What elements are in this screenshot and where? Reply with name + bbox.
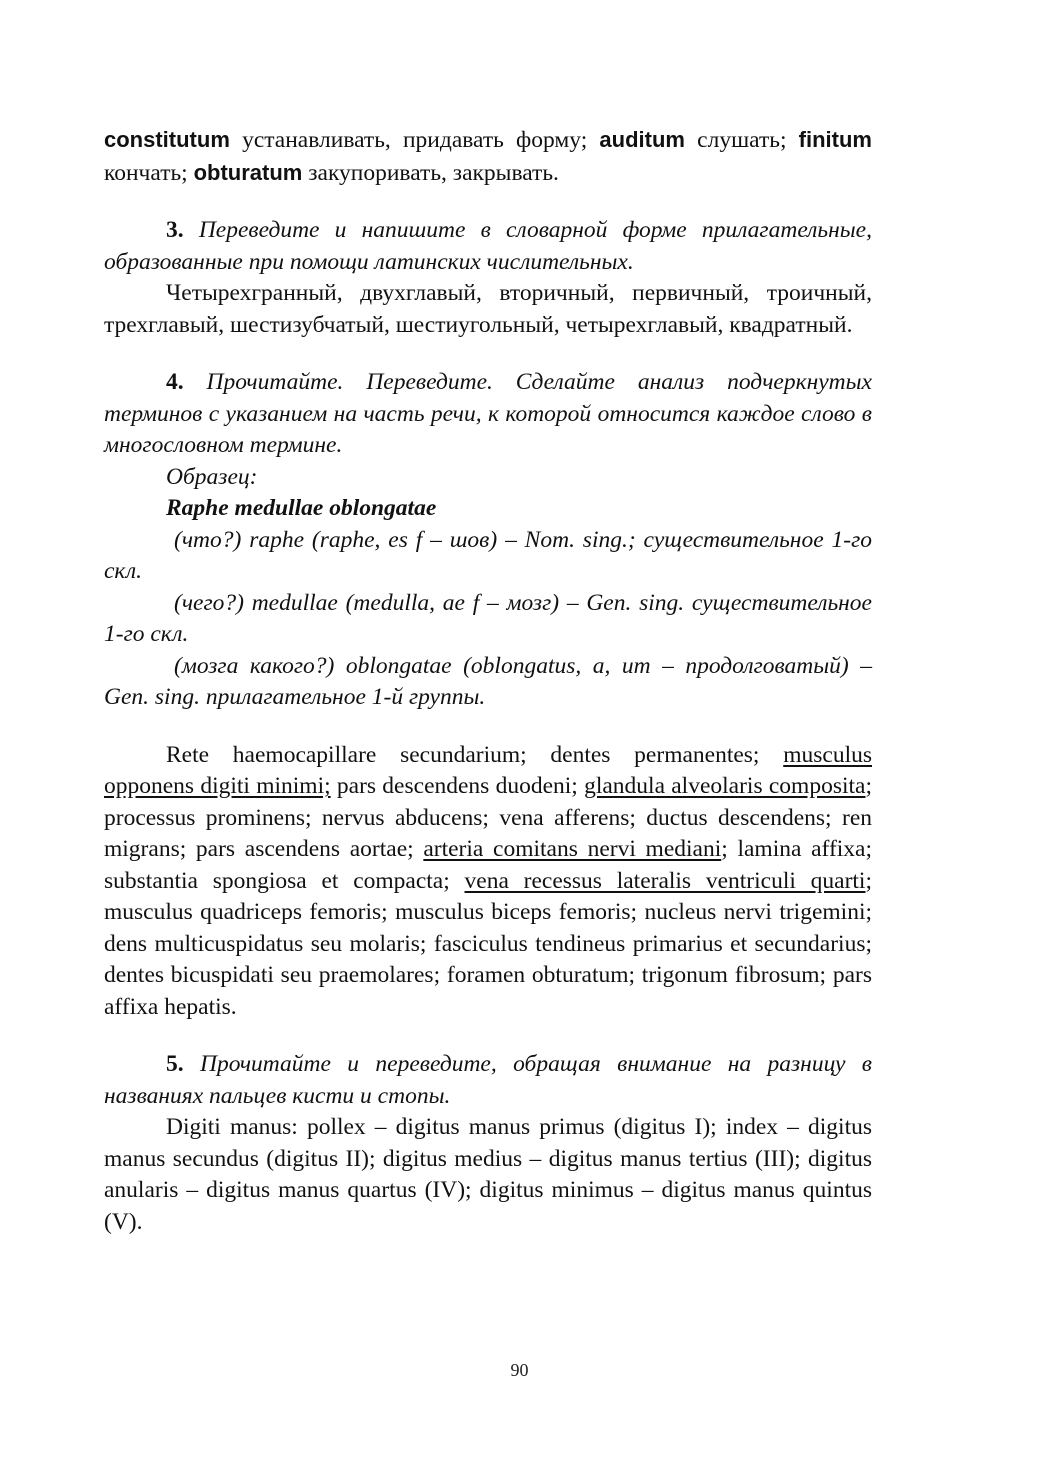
exercise-3-instruction: [104, 215, 872, 278]
term-finitum: finitum: [798, 127, 872, 152]
terms-paragraph: [104, 740, 872, 1024]
exercise-3-body: Четырехгранный, двухглавый, вторичный, первичный, троичный, трехглавый, шестизубчатый, шестиугольный, четырехглавый, квадратный.: [104, 280, 872, 338]
terms-segment: ; musculus quadriceps femoris; musculus biceps femoris; nucleus nervi trigemini; dens multicuspidatus seu molaris; fasciculus tendineus primarius et secundarius; dentes bicuspidati seu praemolares; foramen obturatum; trigonum fibrosum; pars affixa hepatis.: [104, 867, 872, 1020]
exercise-4-number: 4.: [166, 369, 184, 395]
terms-segment: ; processus prominens; nervus abducens; vena afferens; ductus descendens; ren migrans; pars ascendens aortae;: [104, 773, 872, 862]
exercise-3-number: 3.: [166, 217, 184, 243]
exercise-5-number: 5.: [166, 1051, 184, 1077]
page-number: 90: [510, 1360, 529, 1380]
exercise-5-body: Digiti manus: pollex – digitus manus primus (digitus I); index – digitus manus secundus (digitus II); digitus medius – digitus manus tertius (III); digitus anularis – digitus manus quartus (IV); digitus minimus – digitus manus quintus (V).: [104, 1114, 872, 1235]
term-obturatum: obturatum: [193, 159, 303, 185]
term-auditum: auditum: [599, 127, 685, 152]
sample-label: Образец:: [166, 463, 258, 490]
terms-segment: Rete haemocapillare secundarium; dentes permanentes;: [166, 741, 784, 768]
analysis-line-1: (что?) raphe (raphe, es f – шов) – Nom. sing.; существительное 1-го скл.: [104, 526, 872, 584]
exercise-4-instruction: [104, 367, 872, 462]
intro-text-4: закупоривать, закрывать.: [302, 159, 559, 186]
intro-paragraph: [104, 124, 872, 189]
underlined-term: glandula alveolaris composita: [584, 773, 866, 799]
exercise-5-instruction-text: Прочитайте и переведите, обращая внимание на разницу в названиях пальцев кисти и стопы.: [104, 1051, 872, 1109]
exercise-5-instruction: [104, 1049, 872, 1112]
underlined-term: vena recessus lateralis ventriculi quarti: [464, 867, 866, 894]
terms-segment: ; lamina affixa; substantia spongiosa et compacta;: [104, 836, 873, 894]
intro-text-1: устанавливать, придавать форму;: [229, 127, 600, 153]
term-constitutum: constitutum: [104, 127, 230, 152]
page-body: [104, 124, 872, 1238]
sample-term: Raphe medullae oblongatae: [166, 495, 437, 521]
terms-segment: pars descendens duodeni;: [330, 773, 585, 799]
analysis-line-3: (мозга какого?) oblongatae (oblongatus, a, um – продолговатый) – Gen. sing. прилагательное 1-й группы.: [104, 652, 872, 710]
underlined-term: musculus opponens digiti minimi;: [104, 741, 872, 799]
intro-text-2: слушать;: [684, 127, 799, 153]
analysis-line-2: (чего?) medullae (medulla, ae f – мозг) – Gen. sing. существительное 1-го скл.: [104, 589, 872, 647]
intro-text-3: кончать;: [104, 159, 194, 186]
underlined-term: arteria comitans nervi mediani: [423, 836, 722, 862]
exercise-4-instruction-text: Прочитайте. Переведите. Сделайте анализ подчеркнутых терминов с указанием на часть речи, к которой относится каждое слово в многословном термине.: [104, 369, 872, 458]
exercise-3-instruction-text: Переведите и напишите в словарной форме прилагательные, образованные при помощи латинских числительных.: [104, 217, 872, 275]
